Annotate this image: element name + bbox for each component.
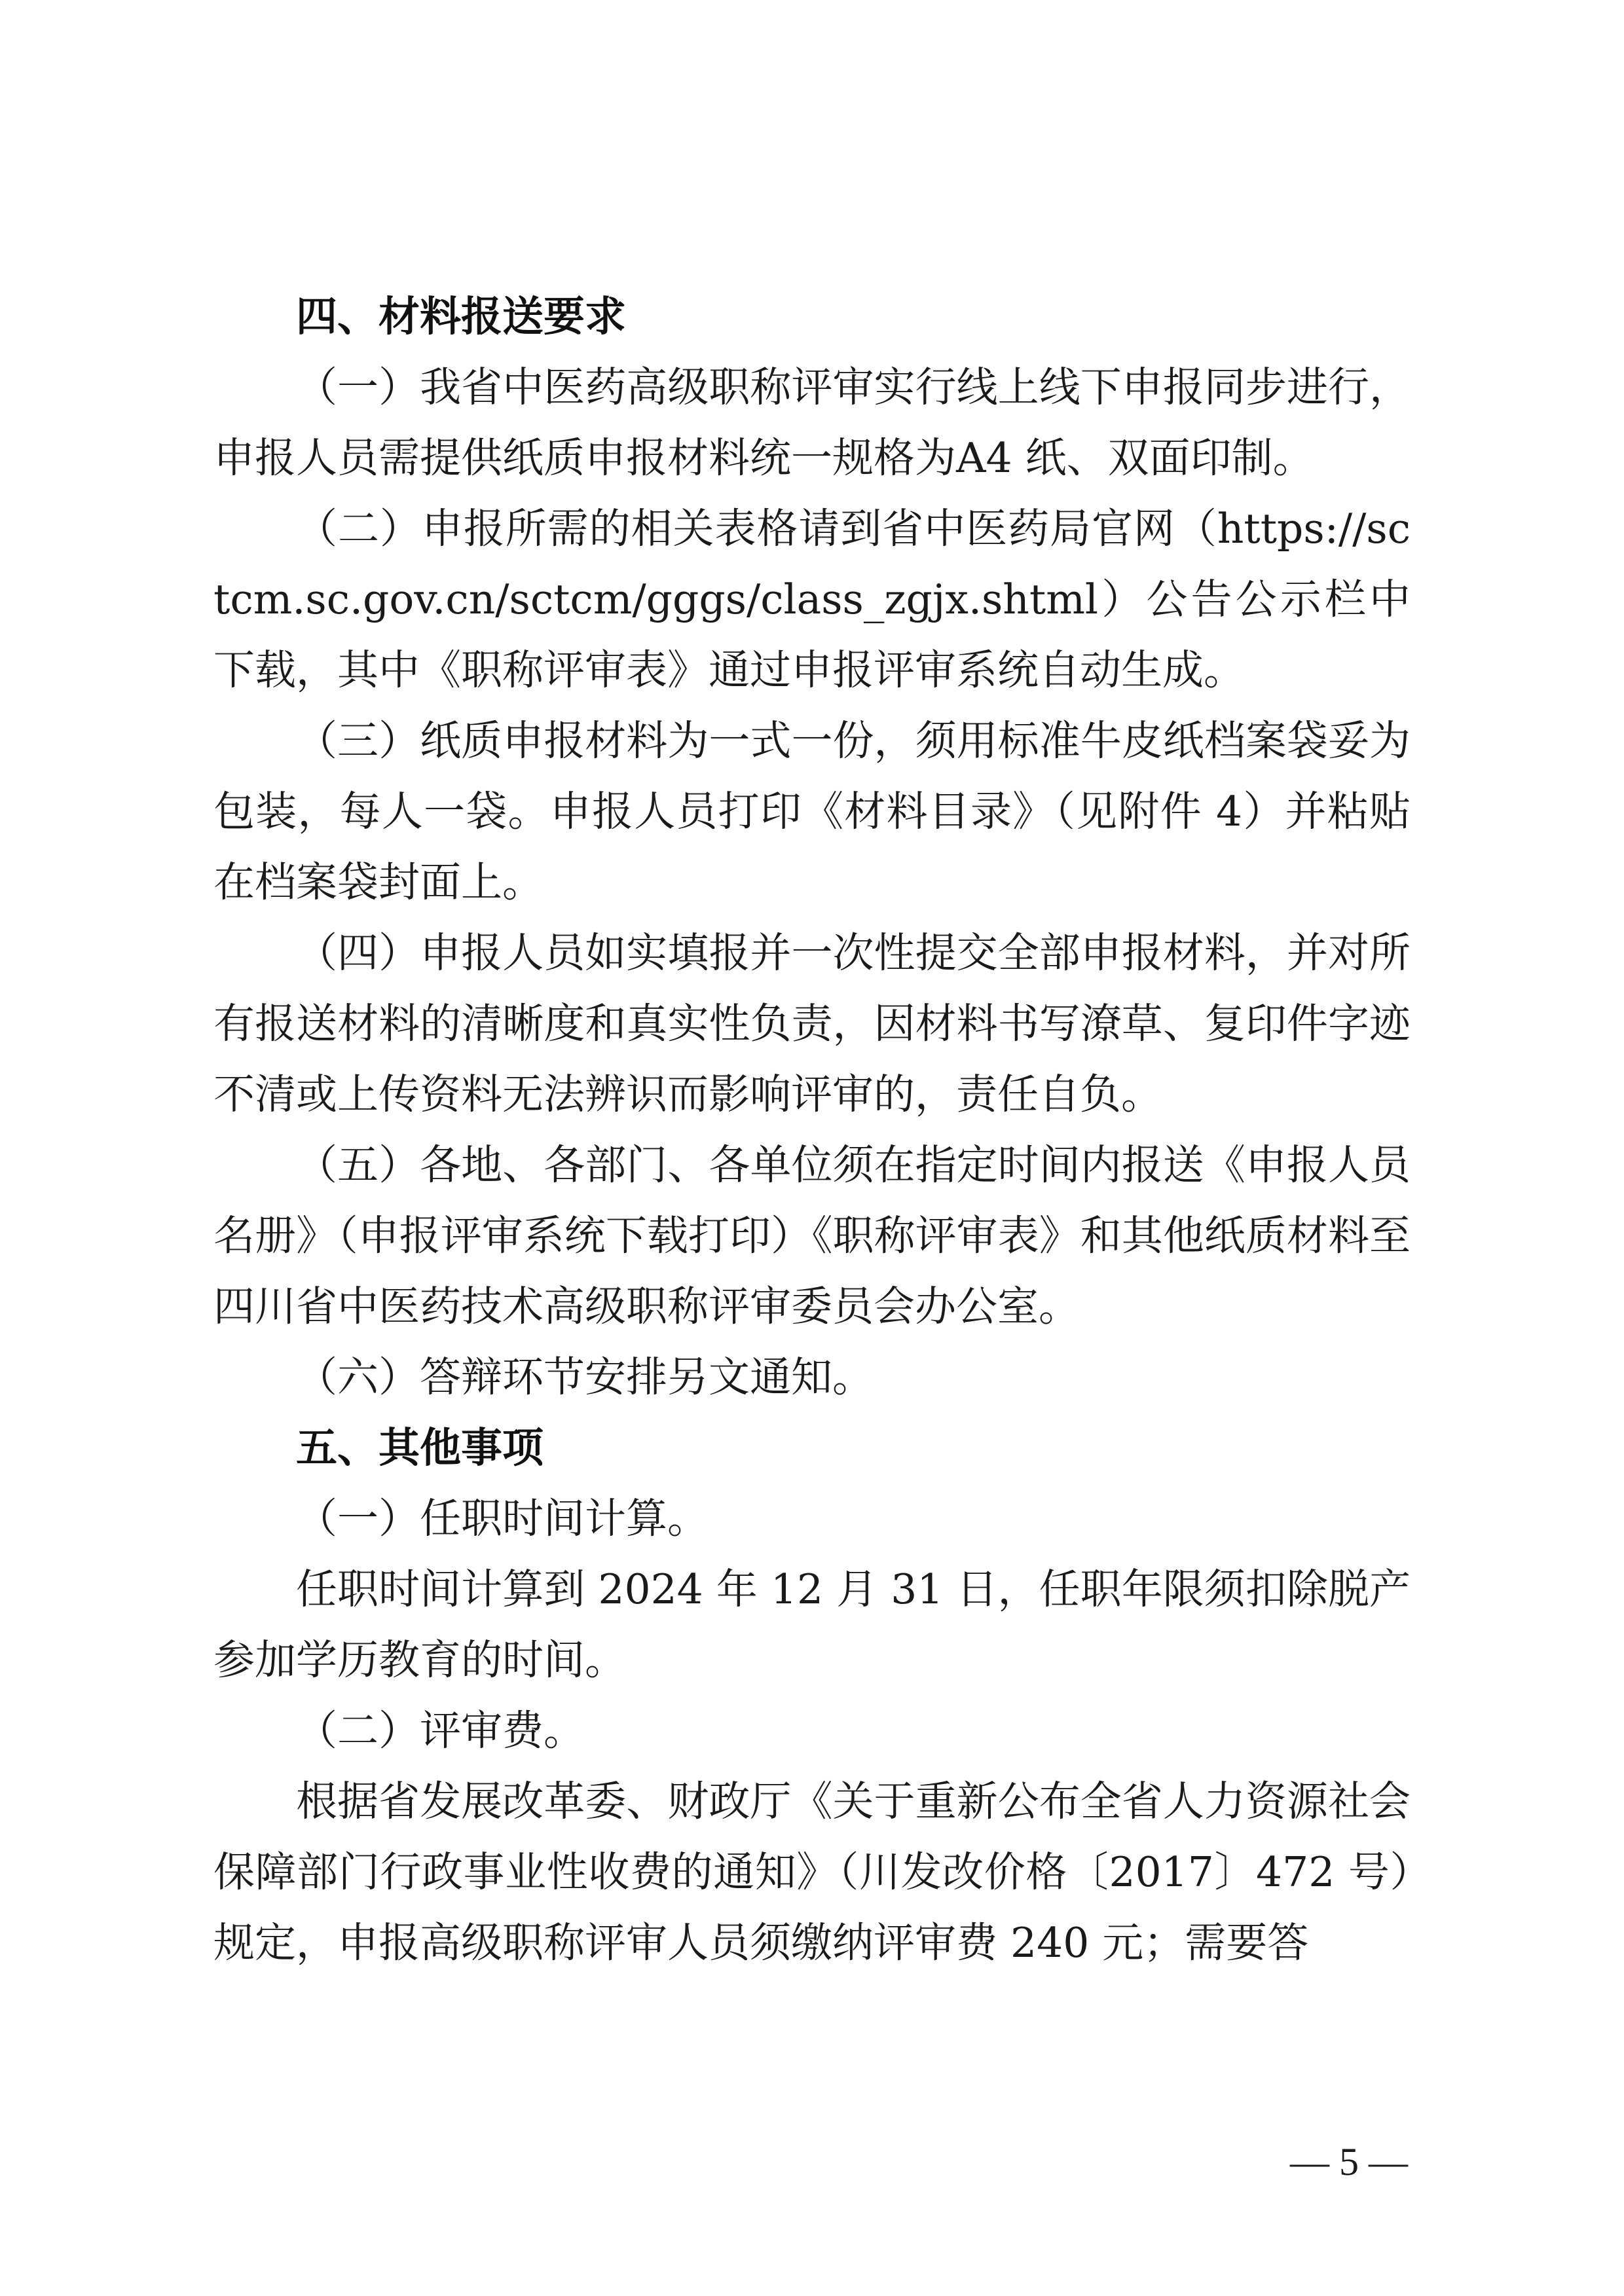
paragraph-item-6: （六）答辩环节安排另文通知。 bbox=[296, 1353, 874, 1401]
subsection-title-term: （一）任职时间计算。 bbox=[296, 1495, 709, 1542]
page-number: — 5 — bbox=[1290, 2140, 1408, 2183]
paragraph-item-2: （二）申报所需的相关表格请到省中医药局官网（https://sctcm.sc.gov.cn/sctcm/gggs/class_zgjx.shtml）公告公示栏中下载，其中《职称评审表》通过申报评审系统自动生成。 bbox=[213, 505, 1411, 694]
paragraph-fee-body: 根据省发展改革委、财政厅《关于重新公布全省人力资源社会保障部门行政事业性收费的通知》（川发改价格〔2017〕472 号）规定，申报高级职称评审人员须缴纳评审费 240 元；需要答 bbox=[213, 1777, 1411, 1967]
document-body bbox=[213, 282, 1411, 1978]
section-heading-materials: 四、材料报送要求 bbox=[296, 293, 626, 340]
paragraph-item-5: （五）各地、各部门、各单位须在指定时间内报送《申报人员名册》（申报评审系统下载打印）《职称评审表》和其他纸质材料至四川省中医药技术高级职称评审委员会办公室。 bbox=[213, 1141, 1411, 1330]
paragraph-term-body: 任职时间计算到 2024 年 12 月 31 日，任职年限须扣除脱产参加学历教育的时间。 bbox=[213, 1565, 1411, 1684]
subsection-title-fee: （二）评审费。 bbox=[296, 1707, 585, 1755]
paragraph-item-3: （三）纸质申报材料为一式一份，须用标准牛皮纸档案袋妥为包装，每人一袋。申报人员打印《材料目录》（见附件 4）并粘贴在档案袋封面上。 bbox=[213, 717, 1411, 906]
paragraph-item-4: （四）申报人员如实填报并一次性提交全部申报材料，并对所有报送材料的清晰度和真实性负责，因材料书写潦草、复印件字迹不清或上传资料无法辨识而影响评审的，责任自负。 bbox=[213, 929, 1411, 1118]
paragraph-item-1: （一）我省中医药高级职称评审实行线上线下申报同步进行，申报人员需提供纸质申报材料统一规格为A4 纸、双面印制。 bbox=[213, 363, 1411, 482]
section-heading-other: 五、其他事项 bbox=[296, 1424, 544, 1472]
